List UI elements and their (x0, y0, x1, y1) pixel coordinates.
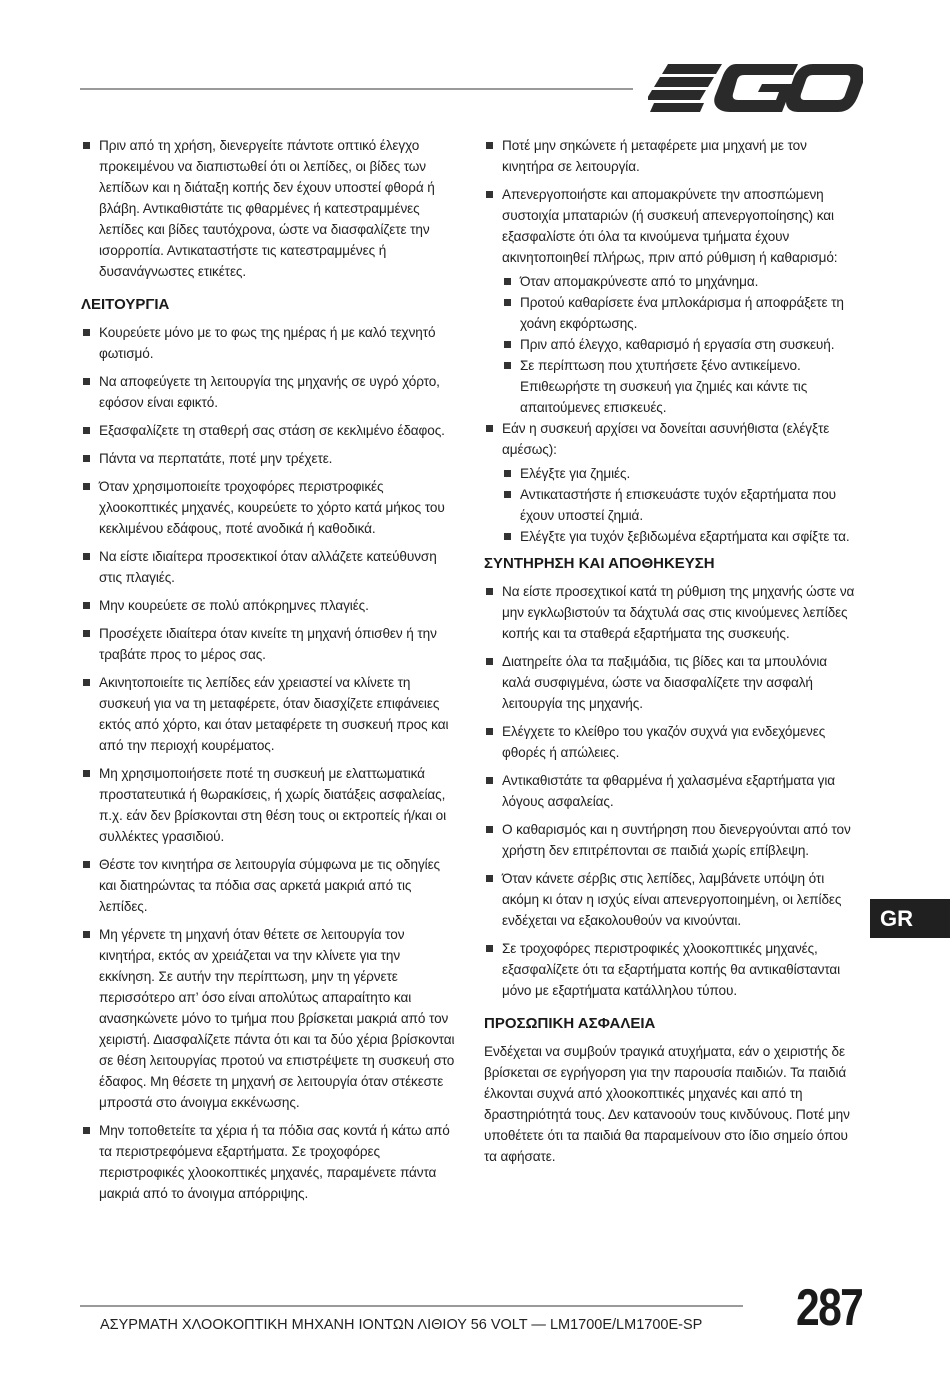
list-item: Όταν κάνετε σέρβις στις λεπίδες, λαμβάνετε υπόψη ότι ακόμη κι όταν η ισχύς είναι απενεργοποιημένη, οι λεπίδες ενδέχεται να εξακολουθούν να κινούνται. (484, 868, 859, 931)
left-column (81, 135, 456, 1211)
right-top-list (484, 135, 859, 418)
operation-heading: ΛΕΙΤΟΥΡΓΙΑ (81, 296, 170, 313)
list-item: Ο καθαρισμός και η συντήρηση που διενεργούνται από τον χρήστη δεν επιτρέπονται σε παιδιά χωρίς επίβλεψη. (484, 819, 859, 861)
vibrate-list (484, 418, 859, 547)
sub-list-item: Πριν από έλεγχο, καθαρισμό ή εργασία στη συσκευή. (502, 334, 859, 355)
list-item: Προσέχετε ιδιαίτερα όταν κινείτε τη μηχανή όπισθεν ή την τραβάτε προς το μέρος σας. (81, 623, 456, 665)
list-item (484, 418, 859, 547)
operation-list (81, 322, 456, 1204)
maintenance-list (484, 581, 859, 1001)
sub-list-item: Σε περίπτωση που χτυπήσετε ξένο αντικείμενο. Επιθεωρήστε τη συσκευή για ζημιές και κάντε τις απαιτούμενες επισκευές. (502, 355, 859, 418)
footer-title: ΑΣΥΡΜΑΤΗ ΧΛΟΟΚΟΠΤΙΚΗ ΜΗΧΑΝΗ ΙΟΝΤΩΝ ΛΙΘΙΟΥ 56 VOLT — LM1700E/LM1700E-SP (100, 1317, 703, 1333)
list-item: Ελέγχετε το κλείθρο του γκαζόν συχνά για ενδεχόμενες φθορές ή απώλειες. (484, 721, 859, 763)
personal-safety-text: Ενδέχεται να συμβούν τραγικά ατυχήματα, εάν ο χειριστής δε βρίσκεται σε εγρήγορση για την παρουσία παιδιών. Τα παιδιά έλκονται συχνά από χλοοκοπτικές μηχανές και από τη δραστηριότητά τους. Δεν κατανοούν τους κινδύνους. Ποτέ μην υποθέτετε ότι τα παιδιά θα παραμείνουν στο ίδιο σημείο όπου τα αφήσατε. (484, 1044, 850, 1164)
list-item: Διατηρείτε όλα τα παξιμάδια, τις βίδες και τα μπουλόνια καλά συσφιγμένα, ώστε να διασφαλίζετε την ασφαλή λειτουργία της μηχανής. (484, 651, 859, 714)
list-item: Κουρεύετε μόνο με το φως της ημέρας ή με καλό τεχνητό φωτισμό. (81, 322, 456, 364)
list-item: Ακινητοποιείτε τις λεπίδες εάν χρειαστεί να κλίνετε τη συσκευή για να τη μεταφέρετε, όταν διασχίζετε επιφάνειες εκτός από χόρτο, και όταν μεταφέρετε τη συσκευή προς και από την περιοχή κουρέματος. (81, 672, 456, 756)
disconnect-text: Απενεργοποιήστε και απομακρύνετε την αποσπώμενη συστοιχία μπαταριών (ή συσκευή απενεργοποίησης) και εξασφαλίστε ότι όλα τα κινούμενα τμήματα έχουν ακινητοποιηθεί πλήρως, πριν από ρύθμιση ή καθαρισμό: (502, 187, 838, 265)
list-item: Να είστε προσεχτικοί κατά τη ρύθμιση της μηχανής ώστε να μην εγκλωβιστούν τα δάχτυλά σας στις κινούμενες λεπίδες κοπής και τα σταθερά εξαρτήματα της συσκευής. (484, 581, 859, 644)
sub-list-item: Αντικαταστήστε ή επισκευάστε τυχόν εξαρτήματα που έχουν υποστεί ζημιά. (502, 484, 859, 526)
vibrate-text: Εάν η συσκευή αρχίσει να δονείται ασυνήθιστα (ελέγξτε αμέσως): (502, 421, 830, 457)
list-item: Θέστε τον κινητήρα σε λειτουργία σύμφωνα με τις οδηγίες και διατηρώντας τα πόδια σας αρκετά μακριά από τις λεπίδες. (81, 854, 456, 917)
personal-safety-heading: ΠΡΟΣΩΠΙΚΗ ΑΣΦΑΛΕΙΑ (484, 1015, 656, 1032)
list-item: Μην κουρεύετε σε πολύ απόκρημνες πλαγιές. (81, 595, 456, 616)
list-item: Πριν από τη χρήση, διενεργείτε πάντοτε οπτικό έλεγχο προκειμένου να διαπιστωθεί ότι οι λεπίδες, οι βίδες των λεπίδων και η διάταξη κοπής δεν έχουν υποστεί φθορά ή βλάβη. Αντικαθιστάτε τις φθαρμένες ή κατεστραμμένες λεπίδες και βίδες ταυτόχρονα, ώστε να διασφαλίζετε την ισορροπία. Αντικαταστήστε τις κατεστραμμένες ή δυσανάγνωστες ετικέτες. (81, 135, 456, 282)
sub-list-item: Ελέγξτε για τυχόν ξεβιδωμένα εξαρτήματα και σφίξτε τα. (502, 526, 859, 547)
list-item: Αντικαθιστάτε τα φθαρμένα ή χαλασμένα εξαρτήματα για λόγους ασφαλείας. (484, 770, 859, 812)
ego-logo (648, 62, 863, 114)
sub-list-item: Προτού καθαρίσετε ένα μπλοκάρισμα ή αποφράξετε τη χοάνη εκφόρτωσης. (502, 292, 859, 334)
footer-rule (80, 1305, 743, 1307)
list-item: Μη γέρνετε τη μηχανή όταν θέτετε σε λειτουργία τον κινητήρα, εκτός αν χρειάζεται να την κλίνετε για την εκκίνηση. Σε αυτήν την περίπτωση, μην τη γέρνετε περισσότερο απ’ όσο είναι απολύτως απαραίτητο και ανασηκώνετε μόνο το τμήμα που βρίσκεται μακριά από τον χειριστή. Διασφαλίζετε πάντα ότι και τα δύο χέρια βρίσκονται σε θέση λειτουργίας προτού να επιστρέψετε τη συσκευή στο έδαφος. Μη θέσετε τη μηχανή σε λειτουργία όταν στέκεστε μπροστά στο άνοιγμα εκκένωσης. (81, 924, 456, 1113)
disconnect-sublist (502, 271, 859, 418)
right-column (484, 135, 859, 1167)
list-item: Εξασφαλίζετε τη σταθερή σας στάση σε κεκλιμένο έδαφος. (81, 420, 456, 441)
vibrate-sublist (502, 463, 859, 547)
sub-list-item: Όταν απομακρύνεστε από το μηχάνημα. (502, 271, 859, 292)
list-item: Όταν χρησιμοποιείτε τροχοφόρες περιστροφικές χλοοκοπτικές μηχανές, κουρεύετε το χόρτο κατά μήκος του κεκλιμένου εδάφους, ποτέ ανοδικά ή καθοδικά. (81, 476, 456, 539)
sub-list-item: Ελέγξτε για ζημιές. (502, 463, 859, 484)
list-item: Μην τοποθετείτε τα χέρια ή τα πόδια σας κοντά ή κάτω από τα περιστρεφόμενα εξαρτήματα. Σε τροχοφόρες περιστροφικές χλοοκοπτικές μηχανές, παραμένετε πάντα μακριά από το άνοιγμα απόρριψης. (81, 1120, 456, 1204)
header-rule (80, 88, 633, 90)
maintenance-heading: ΣΥΝΤΗΡΗΣΗ ΚΑΙ ΑΠΟΘΗΚΕΥΣΗ (484, 555, 715, 572)
list-item: Να είστε ιδιαίτερα προσεκτικοί όταν αλλάζετε κατεύθυνση στις πλαγιές. (81, 546, 456, 588)
list-item: Μη χρησιμοποιήσετε ποτέ τη συσκευή με ελαττωματικά προστατευτικά ή θωρακίσεις, ή χωρίς διατάξεις ασφαλείας, π.χ. εάν δεν βρίσκονται στη θέση τους οι εκτροπείς ή/και οι συλλέκτες γρασιδιού. (81, 763, 456, 847)
page-number: 287 (796, 1279, 863, 1337)
list-item: Να αποφεύγετε τη λειτουργία της μηχανής σε υγρό χόρτο, εφόσον είναι εφικτό. (81, 371, 456, 413)
intro-list (81, 135, 456, 282)
list-item (484, 184, 859, 418)
list-item: Σε τροχοφόρες περιστροφικές χλοοκοπτικές μηχανές, εξασφαλίζετε ότι τα εξαρτήματα κοπής θα αντικαθίστανται μόνο με εξαρτήματα κατάλληλου τύπου. (484, 938, 859, 1001)
language-tab: GR (870, 899, 950, 938)
list-item: Πάντα να περπατάτε, ποτέ μην τρέχετε. (81, 448, 456, 469)
list-item: Ποτέ μην σηκώνετε ή μεταφέρετε μια μηχανή με τον κινητήρα σε λειτουργία. (484, 135, 859, 177)
